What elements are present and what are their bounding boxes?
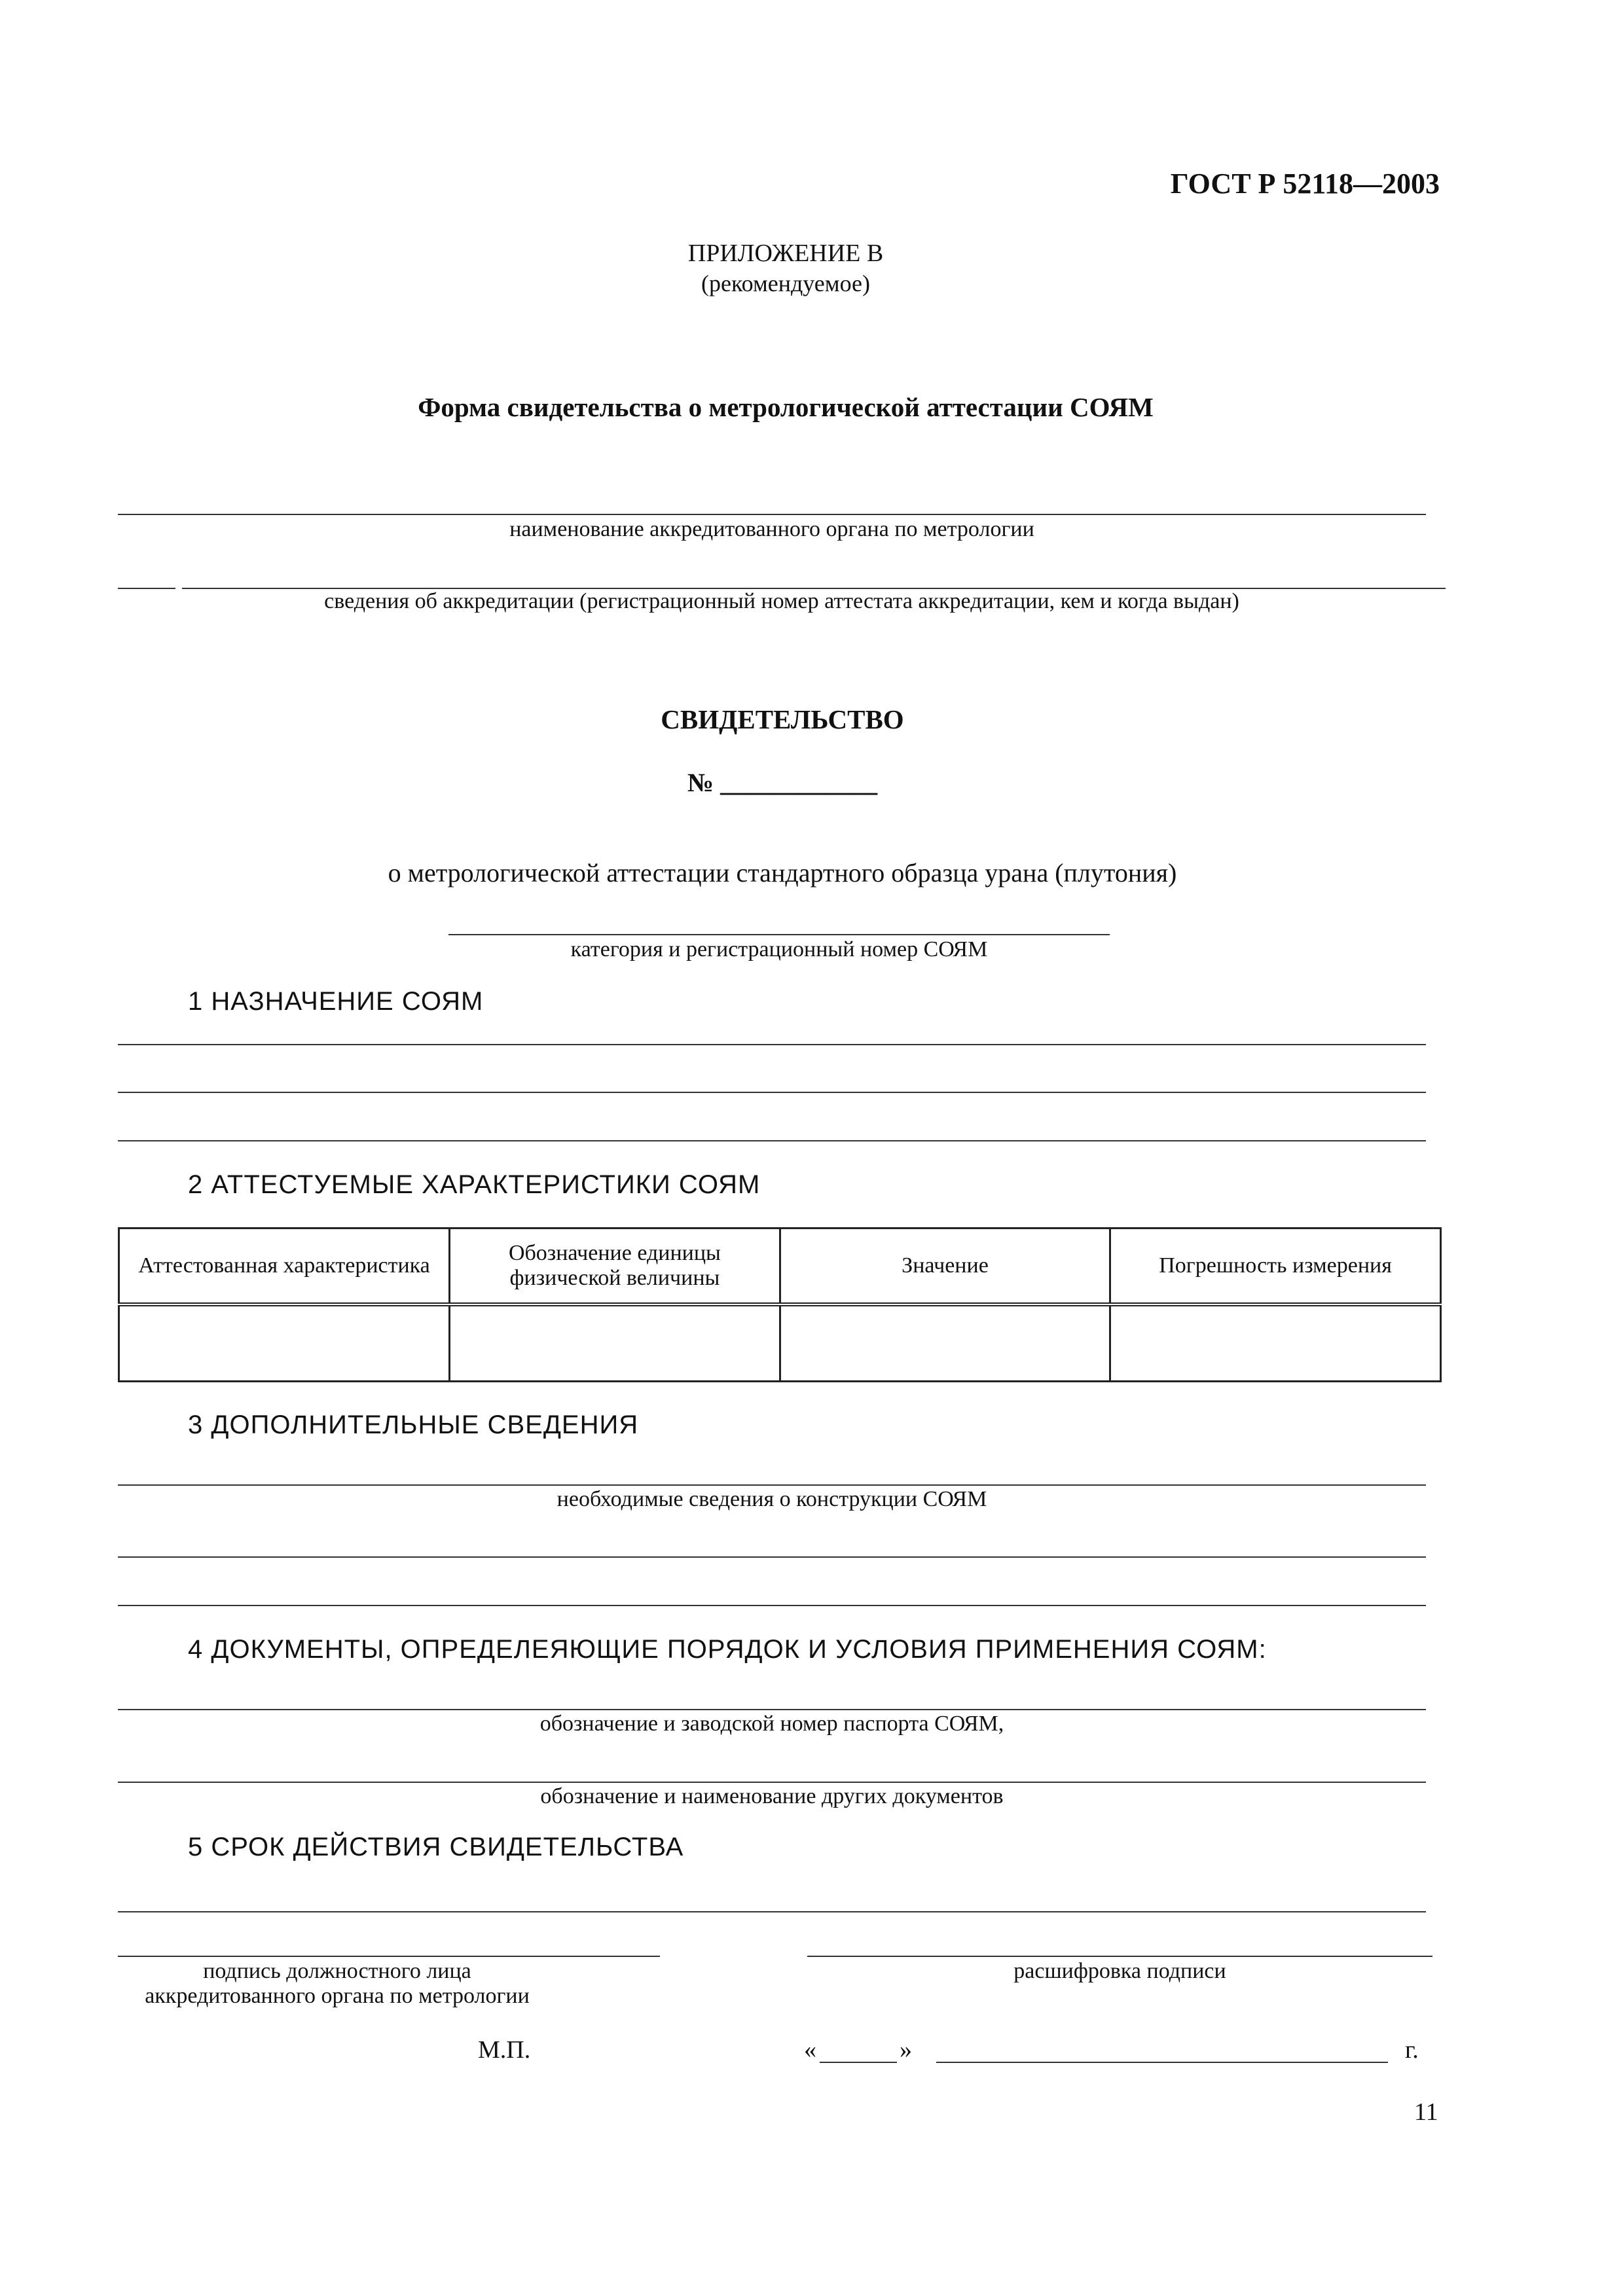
other-docs-caption: обозначение и наименование других документов [540, 1784, 1004, 1808]
page-number: 11 [1414, 2098, 1438, 2126]
construction-line [118, 1484, 1426, 1486]
validity-line [118, 1911, 1426, 1912]
official-caption-line-2: аккредитованного органа по метрологии [145, 1984, 530, 2008]
category-line [448, 934, 1110, 935]
decode-caption: расшифровка подписи [1013, 1959, 1226, 1983]
section-1-line-3 [118, 1140, 1426, 1141]
stamp-label: М.П. [478, 2036, 531, 2064]
standard-number: ГОСТ Р 52118—2003 [1170, 168, 1440, 200]
date-open-quote: « [804, 2036, 816, 2064]
certificate-title: СВИДЕТЕЛЬСТВО [661, 704, 904, 734]
passport-line [118, 1709, 1426, 1710]
date-month-line[interactable] [936, 2062, 1388, 2063]
official-signature-caption [98, 1959, 576, 2009]
date-close-quote: » [900, 2036, 912, 2064]
official-caption-line-1: подпись должностного лица [203, 1959, 471, 1983]
appendix-subtitle: (рекомендуемое) [701, 270, 870, 296]
category-caption: категория и регистрационный номер СОЯМ [570, 937, 988, 961]
passport-caption: обозначение и заводской номер паспорта СОЯМ, [539, 1712, 1004, 1736]
year-suffix: г. [1405, 2036, 1419, 2064]
column-header-error: Погрешность измерения [1110, 1229, 1441, 1304]
organ-line [118, 514, 1426, 515]
column-header-value: Значение [780, 1229, 1110, 1304]
column-header-characteristic: Аттестованная характеристика [119, 1229, 450, 1304]
cell-unit[interactable] [450, 1304, 780, 1382]
other-docs-line [118, 1782, 1426, 1783]
official-signature-line [118, 1956, 660, 1957]
decode-signature-line [807, 1956, 1432, 1957]
column-header-unit: Обозначение единицы физической величины [450, 1229, 780, 1304]
cell-characteristic[interactable] [119, 1304, 450, 1382]
section-2-heading: 2 АТТЕСТУЕМЫЕ ХАРАКТЕРИСТИКИ СОЯМ [188, 1170, 761, 1199]
section-5-heading: 5 СРОК ДЕЙСТВИЯ СВИДЕТЕЛЬСТВА [188, 1833, 684, 1861]
section-3-line-3 [118, 1605, 1426, 1606]
section-1-line-2 [118, 1092, 1426, 1093]
section-3-line-2 [118, 1556, 1426, 1558]
appendix-title: ПРИЛОЖЕНИЕ В [687, 240, 884, 267]
section-1-line-1 [118, 1044, 1426, 1045]
section-4-heading: 4 ДОКУМЕНТЫ, ОПРЕДЕЛЕЯЮЩИЕ ПОРЯДОК И УСЛОВИЯ ПРИМЕНЕНИЯ СОЯМ: [188, 1635, 1267, 1664]
date-field [804, 2036, 1432, 2068]
date-day-line[interactable] [820, 2062, 897, 2063]
section-3-heading: 3 ДОПОЛНИТЕЛЬНЫЕ СВЕДЕНИЯ [188, 1410, 639, 1439]
characteristics-table [118, 1227, 1442, 1382]
certificate-number: № ____________ [687, 768, 878, 797]
section-1-heading: 1 НАЗНАЧЕНИЕ СОЯМ [188, 987, 484, 1016]
organ-caption: наименование аккредитованного органа по метрологии [509, 517, 1034, 541]
cell-value[interactable] [780, 1304, 1110, 1382]
certificate-subject: о метрологической аттестации стандартного образца урана (плутония) [388, 858, 1177, 888]
construction-caption: необходимые сведения о конструкции СОЯМ [556, 1487, 987, 1511]
accreditation-caption: сведения об аккредитации (регистрационный номер аттестата аккредитации, кем и когда выдан) [324, 589, 1239, 613]
cell-error[interactable] [1110, 1304, 1441, 1382]
form-title: Форма свидетельства о метрологической аттестации СОЯМ [418, 392, 1154, 422]
